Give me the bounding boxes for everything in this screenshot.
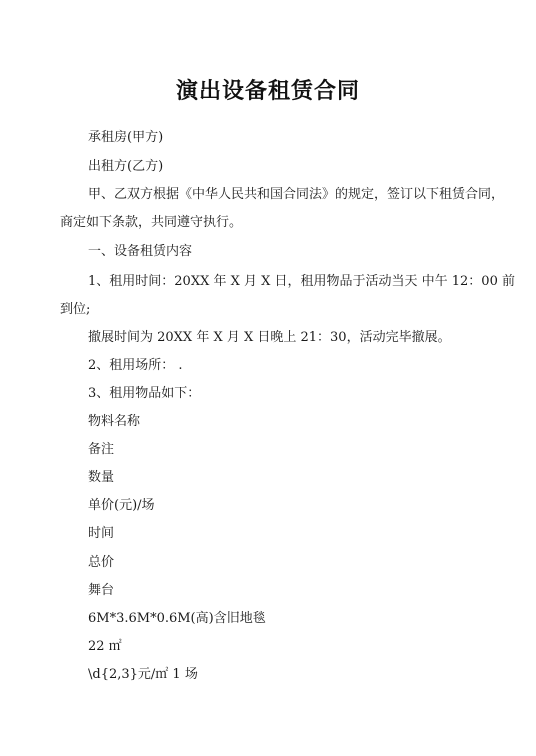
quantity-header: 数量 bbox=[88, 470, 115, 485]
item-stage-remarks: 6M*3.6M*0.6M(高)含旧地毯 bbox=[88, 611, 266, 626]
item-name-header: 物料名称 bbox=[88, 414, 141, 429]
rental-time-continuation: 到位; bbox=[60, 302, 91, 317]
document-title: 演出设备租赁合同 bbox=[175, 79, 360, 104]
rental-time-line: 1、租用时间：20XX 年 X 月 X 日，租用物品于活动当天 中午 12：00 前 bbox=[88, 274, 515, 289]
rental-venue-line: 2、租用场所： . bbox=[88, 358, 183, 373]
item-stage: 舞台 bbox=[88, 583, 115, 598]
time-header: 时间 bbox=[88, 526, 115, 541]
preamble-line: 甲、乙双方根据《中华人民共和国合同法》的规定，签订以下租赁合同， bbox=[88, 187, 505, 202]
item-stage-quantity: 22 ㎡ bbox=[88, 639, 122, 654]
party-a-line: 承租房(甲方) bbox=[88, 130, 164, 145]
total-price-header: 总价 bbox=[88, 555, 115, 570]
rental-items-heading: 3、租用物品如下： bbox=[88, 386, 201, 401]
section-heading: 一、设备租赁内容 bbox=[88, 244, 193, 259]
unit-price-header: 单价(元)/场 bbox=[88, 498, 155, 513]
preamble-continuation: 商定如下条款，共同遵守执行。 bbox=[60, 215, 243, 230]
remarks-header: 备注 bbox=[88, 442, 115, 457]
item-stage-price: \d{2,3}元/㎡ 1 场 bbox=[88, 667, 198, 682]
teardown-time-line: 撤展时间为 20XX 年 X 月 X 日晚上 21：30，活动完毕撤展。 bbox=[88, 330, 451, 345]
party-b-line: 出租方(乙方) bbox=[88, 159, 164, 174]
